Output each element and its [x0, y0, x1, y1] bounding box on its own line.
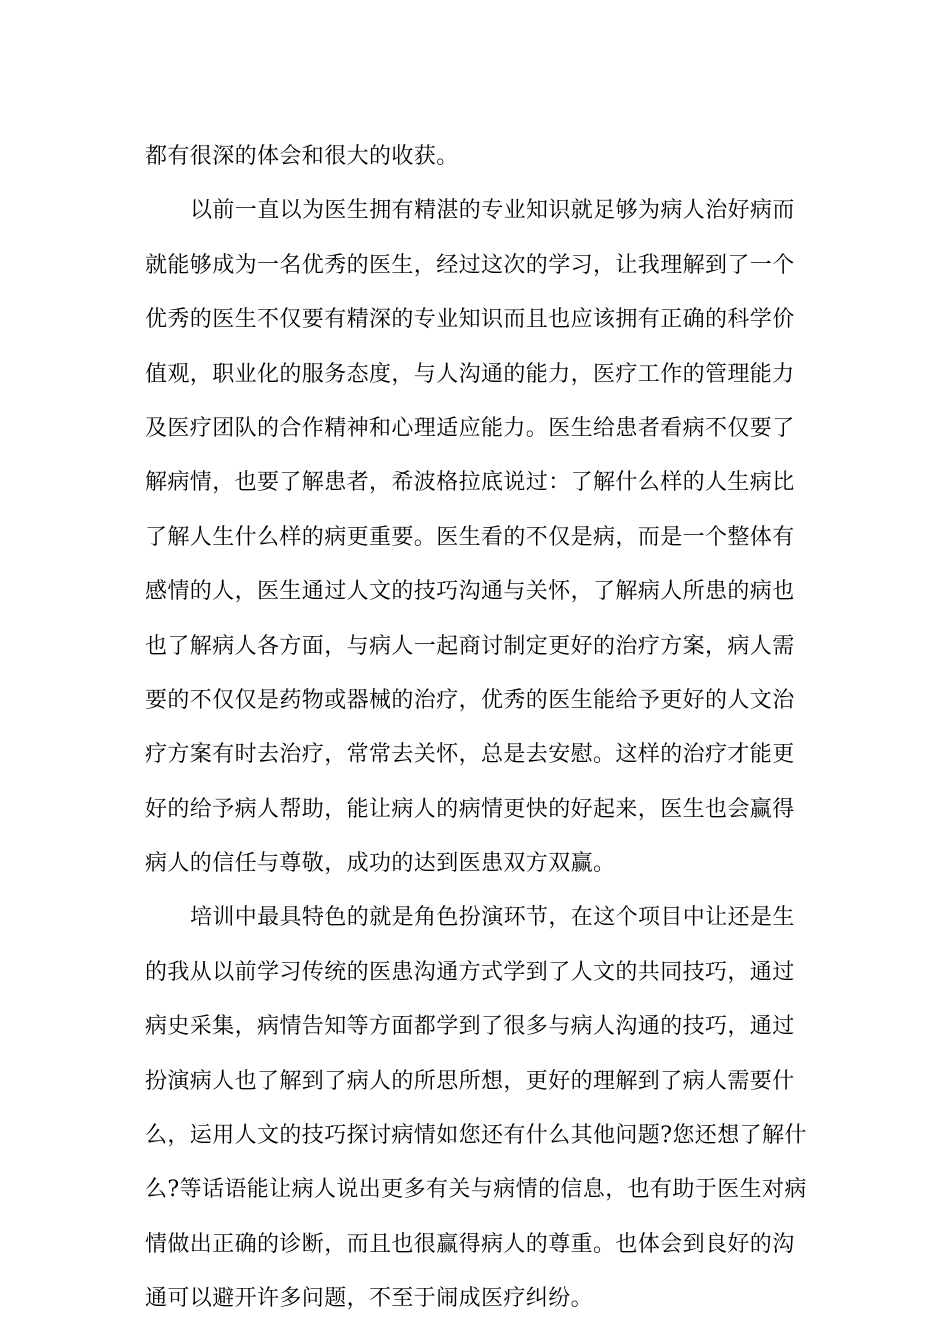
paragraph-line: 通可以避开许多问题，不至于闹成医疗纠纷。: [145, 1286, 594, 1312]
paragraph-line: 以前一直以为医生拥有精湛的专业知识就足够为病人治好病而: [190, 198, 795, 224]
paragraph-line: 值观，职业化的服务态度，与人沟通的能力，医疗工作的管理能力: [145, 361, 795, 387]
paragraph-line: 优秀的医生不仅要有精深的专业知识而且也应该拥有正确的科学价: [145, 307, 795, 333]
paragraph-line: 么，运用人文的技巧探讨病情如您还有什么其他问题?您还想了解什: [145, 1123, 807, 1149]
paragraph-2: [145, 184, 810, 891]
paragraph-line: 么?等话语能让病人说出更多有关与病情的信息，也有助于医生对病: [145, 1177, 807, 1203]
paragraph-line: 及医疗团队的合作精神和心理适应能力。医生给患者看病不仅要了: [145, 415, 795, 441]
paragraph-line: 疗方案有时去治疗，常常去关怀，总是去安慰。这样的治疗才能更: [145, 742, 795, 768]
paragraph-line: 病史采集，病情告知等方面都学到了很多与病人沟通的技巧，通过: [145, 1014, 795, 1040]
paragraph-1: [145, 130, 810, 184]
paragraph-line: 了解人生什么样的病更重要。医生看的不仅是病，而是一个整体有: [145, 524, 795, 550]
paragraph-line: 感情的人，医生通过人文的技巧沟通与关怀，了解病人所患的病也: [145, 579, 795, 605]
document-body: [145, 130, 810, 1327]
paragraph-line: 的我从以前学习传统的医患沟通方式学到了人文的共同技巧，通过: [145, 959, 795, 985]
paragraph-line: 扮演病人也了解到了病人的所思所想，更好的理解到了病人需要什: [145, 1068, 795, 1094]
paragraph-line: 情做出正确的诊断，而且也很赢得病人的尊重。也体会到良好的沟: [145, 1231, 795, 1257]
paragraph-line: 培训中最具特色的就是角色扮演环节，在这个项目中让还是生: [190, 905, 795, 931]
paragraph-line: 解病情，也要了解患者，希波格拉底说过：了解什么样的人生病比: [145, 470, 795, 496]
paragraph-line: 就能够成为一名优秀的医生，经过这次的学习，让我理解到了一个: [145, 252, 795, 278]
paragraph-line: 要的不仅仅是药物或器械的治疗，优秀的医生能给予更好的人文治: [145, 687, 795, 713]
paragraph-line: 也了解病人各方面，与病人一起商讨制定更好的治疗方案，病人需: [145, 633, 795, 659]
paragraph-line: 病人的信任与尊敬，成功的达到医患双方双赢。: [145, 851, 616, 877]
paragraph-3: [145, 891, 810, 1326]
paragraph-line: 好的给予病人帮助，能让病人的病情更快的好起来，医生也会赢得: [145, 796, 795, 822]
paragraph-line: 都有很深的体会和很大的收获。: [145, 144, 459, 169]
